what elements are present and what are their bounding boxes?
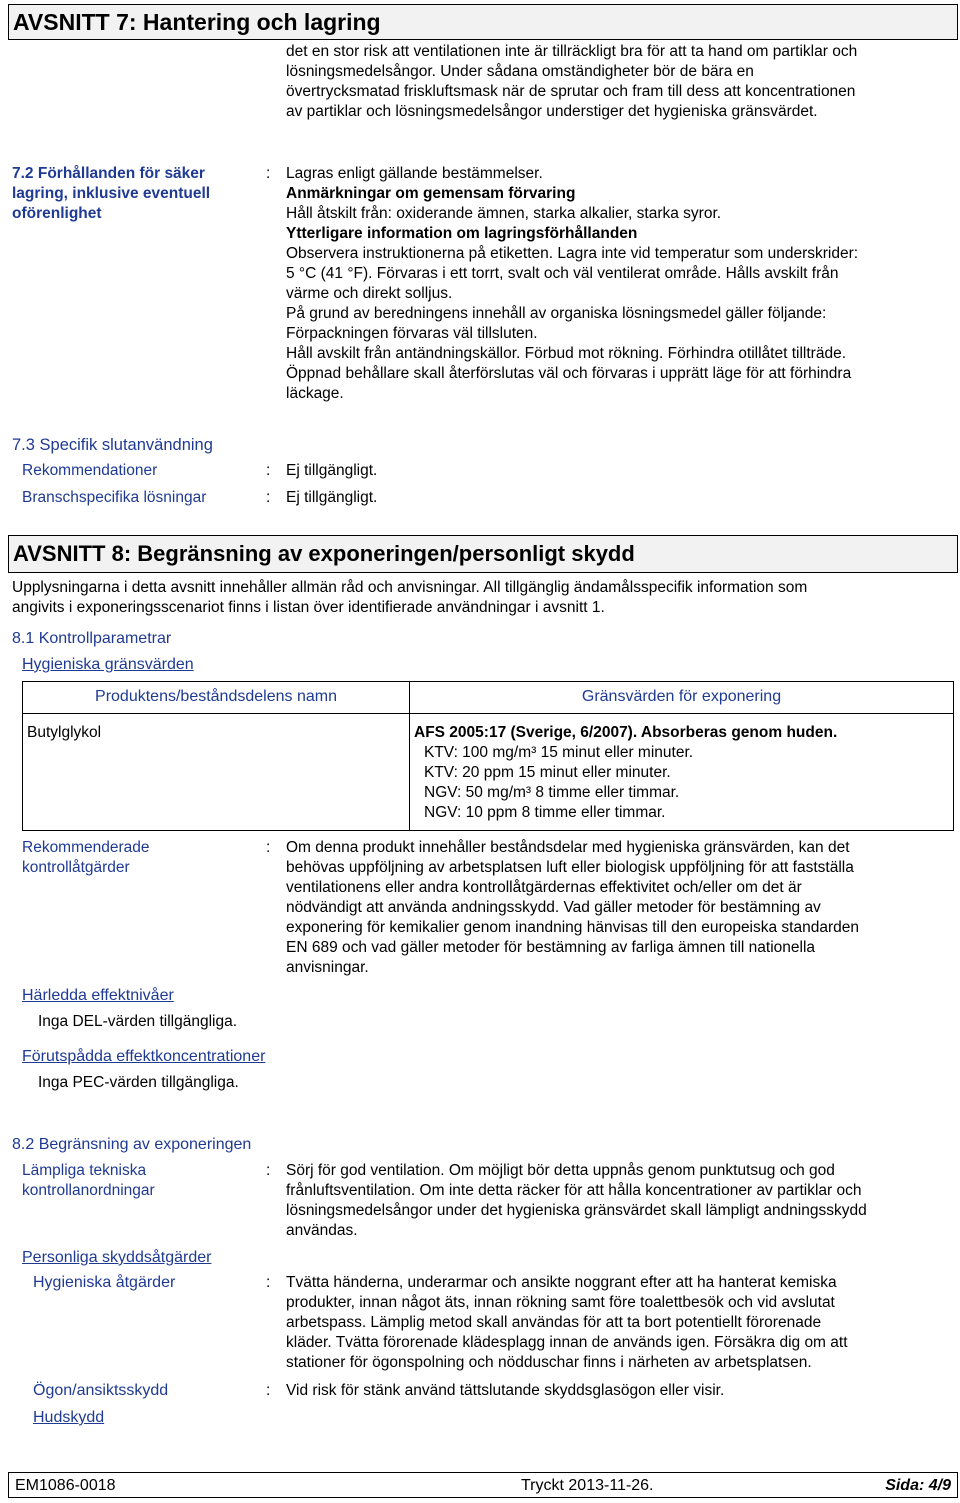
label-line: lagring, inklusive eventuell — [12, 185, 211, 202]
branch-solutions-value: Ej tillgängligt. — [286, 489, 378, 506]
text-line: Tvätta händerna, underarmar och ansikte noggrant efter att ha hanterat kemiska — [286, 1274, 837, 1291]
section-7-2-label — [12, 164, 262, 224]
text-line: Håll avskilt från antändningskällor. Förbud mot rökning. Förhindra otillåtet tillträde. — [286, 345, 846, 362]
eye-face-protection-text: Vid risk för stänk använd tättslutande skyddsglasögon eller visir. — [286, 1382, 725, 1399]
recommended-controls-text — [286, 838, 954, 978]
label-line: 7.2 Förhållanden för säker — [12, 165, 205, 182]
colon: : — [266, 839, 271, 856]
page-footer — [8, 1472, 958, 1498]
label-line: kontrollåtgärder — [22, 859, 130, 876]
text-line: Observera instruktionerna på etiketten. Lagra inte vid temperatur som underskrider: — [286, 245, 859, 262]
table-header-row — [23, 682, 954, 714]
technical-controls-label — [22, 1161, 262, 1201]
print-date: Tryckt 2013-11-26. — [521, 1477, 654, 1494]
text-line: arbetspass. Lämplig metod skall användas för att ta bort potentiellt förorenade — [286, 1314, 822, 1331]
text-line: Sörj för god ventilation. Om möjligt bör detta uppnås genom punktutsug och god — [286, 1162, 835, 1179]
text-line: nödvändigt att använda andningsskydd. Vad gäller metoder för bestämning av — [286, 899, 821, 916]
text-line: behövas uppföljning av arbetsplatsen luft eller biologisk uppföljning för att fastställa — [286, 859, 854, 876]
colon: : — [266, 165, 271, 182]
hygiene-measures-text — [286, 1273, 954, 1373]
recommendations-label: Rekommendationer — [22, 462, 158, 479]
text-line: Lagras enligt gällande bestämmelser. — [286, 165, 543, 182]
text-line: frånluftsventilation. Om inte detta räcker för att hålla koncentrationer av partiklar och — [286, 1182, 862, 1199]
predicted-effect-concentrations-link[interactable]: Förutspådda effektkoncentrationer — [22, 1048, 266, 1065]
text-line: produkter, innan något äts, innan rökning samt före toalettbesök och vid avslutat — [286, 1294, 835, 1311]
derived-effect-levels-link[interactable]: Härledda effektnivåer — [22, 987, 174, 1004]
limit-value: NGV: 10 ppm 8 timme eller timmar. — [424, 804, 666, 821]
pec-text: Inga PEC-värden tillgängliga. — [38, 1074, 239, 1091]
colon: : — [266, 1274, 271, 1291]
section-7-3-title: 7.3 Specifik slutanvändning — [12, 436, 213, 454]
text-line: exponering för kemikalier genom inandning hänvisas till den europeiska standarden — [286, 919, 859, 936]
substance-name-cell: Butylglykol — [23, 714, 410, 831]
skin-protection-link[interactable]: Hudskydd — [33, 1409, 105, 1426]
limit-value: NGV: 50 mg/m³ 8 timme eller timmar. — [424, 784, 680, 801]
text-line: det en stor risk att ventilationen inte är tillräckligt bra för att ta hand om partiklar och — [286, 43, 858, 60]
hygiene-measures-label: Hygieniska åtgärder — [33, 1274, 176, 1291]
text-line: värme och direkt solljus. — [286, 285, 453, 302]
colon: : — [266, 462, 271, 479]
text-line: 5 °C (41 °F). Förvaras i ett torrt, svalt och väl ventilerat område. Hålls avskilt från — [286, 265, 839, 282]
technical-controls-text — [286, 1161, 954, 1241]
label-line: oförenlighet — [12, 205, 102, 222]
label-line: Rekommenderade — [22, 839, 150, 856]
subheading-line: Ytterligare information om lagringsförhållanden — [286, 225, 638, 242]
eye-face-protection-label: Ögon/ansiktsskydd — [33, 1382, 169, 1399]
section-7-header: AVSNITT 7: Hantering och lagring — [8, 4, 958, 40]
table-row — [23, 714, 954, 831]
del-text: Inga DEL-värden tillgängliga. — [38, 1013, 238, 1030]
label-line: kontrollanordningar — [22, 1182, 155, 1199]
page-number: Sida: 4/9 — [885, 1477, 951, 1494]
hygiene-limits-link[interactable]: Hygieniska gränsvärden — [22, 656, 194, 673]
section-8-1-title: 8.1 Kontrollparametrar — [12, 630, 172, 647]
section-8-2-title: 8.2 Begränsning av exponeringen — [12, 1136, 252, 1153]
text-line: Öppnad behållare skall återförslutas väl och förvaras i upprätt läge för att förhindra — [286, 365, 852, 382]
column-header-limits: Gränsvärden för exponering — [410, 682, 954, 714]
text-line: lösningsmedelsångor. Under sådana omständigheter bör de bära en — [286, 63, 754, 80]
section-7-1-continuation — [286, 42, 954, 122]
text-line: anvisningar. — [286, 959, 369, 976]
limit-source: AFS 2005:17 (Sverige, 6/2007). Absorberas genom huden. — [414, 724, 838, 741]
column-header-name: Produktens/beståndsdelens namn — [23, 682, 410, 714]
text-line: EN 689 och vad gäller metoder för bestämning av farliga ämnen till nationella — [286, 939, 816, 956]
recommendations-value: Ej tillgängligt. — [286, 462, 378, 479]
colon: : — [266, 1162, 271, 1179]
colon: : — [266, 1382, 271, 1399]
colon: : — [266, 489, 271, 506]
personal-protection-link[interactable]: Personliga skyddsåtgärder — [22, 1249, 212, 1266]
text-line: lösningsmedelsångor under det hygieniska gränsvärdet skall lämpligt andningsskydd — [286, 1202, 867, 1219]
text-line: På grund av beredningens innehåll av organiska lösningsmedel gäller följande: — [286, 305, 827, 322]
section-8-intro — [12, 578, 956, 618]
branch-solutions-label: Branschspecifika lösningar — [22, 489, 207, 506]
text-line: övertrycksmatad friskluftsmask när de sprutar och fram till dess att koncentrationen — [286, 83, 856, 100]
text-line: angivits i exponeringsscenariot finns i listan över identifierade användningar i avsnitt 1. — [12, 599, 605, 616]
label-line: Lämpliga tekniska — [22, 1162, 147, 1179]
recommended-controls-label — [22, 838, 262, 878]
text-line: läckage. — [286, 385, 344, 402]
section-8-header: AVSNITT 8: Begränsning av exponeringen/personligt skydd — [8, 535, 958, 573]
limits-cell — [410, 714, 954, 831]
text-line: kläder. Tvätta förorenade klädesplagg innan de används igen. Försäkra dig om att — [286, 1334, 848, 1351]
text-line: ventilationens eller andra kontrollåtgärdernas effektivitet och/eller om det är — [286, 879, 802, 896]
limit-value: KTV: 20 ppm 15 minut eller minuter. — [424, 764, 671, 781]
exposure-limits-table — [22, 681, 954, 831]
text-line: stationer för ögonspolning och nödduschar finns i närheten av arbetsplatsen. — [286, 1354, 812, 1371]
subheading-line: Anmärkningar om gemensam förvaring — [286, 185, 576, 202]
document-code: EM1086-0018 — [15, 1477, 116, 1494]
limit-value: KTV: 100 mg/m³ 15 minut eller minuter. — [424, 744, 694, 761]
text-line: Håll åtskilt från: oxiderande ämnen, starka alkalier, starka syror. — [286, 205, 722, 222]
text-line: av partiklar och lösningsmedelsångor understiger det hygieniska gränsvärdet. — [286, 103, 818, 120]
text-line: användas. — [286, 1222, 358, 1239]
text-line: Förpackningen förvaras väl tillsluten. — [286, 325, 538, 342]
text-line: Upplysningarna i detta avsnitt innehåller allmän råd och anvisningar. All tillgänglig ändamålsspecifik information som — [12, 579, 808, 596]
text-line: Om denna produkt innehåller beståndsdelar med hygieniska gränsvärden, kan det — [286, 839, 850, 856]
section-7-2-text — [286, 164, 954, 404]
